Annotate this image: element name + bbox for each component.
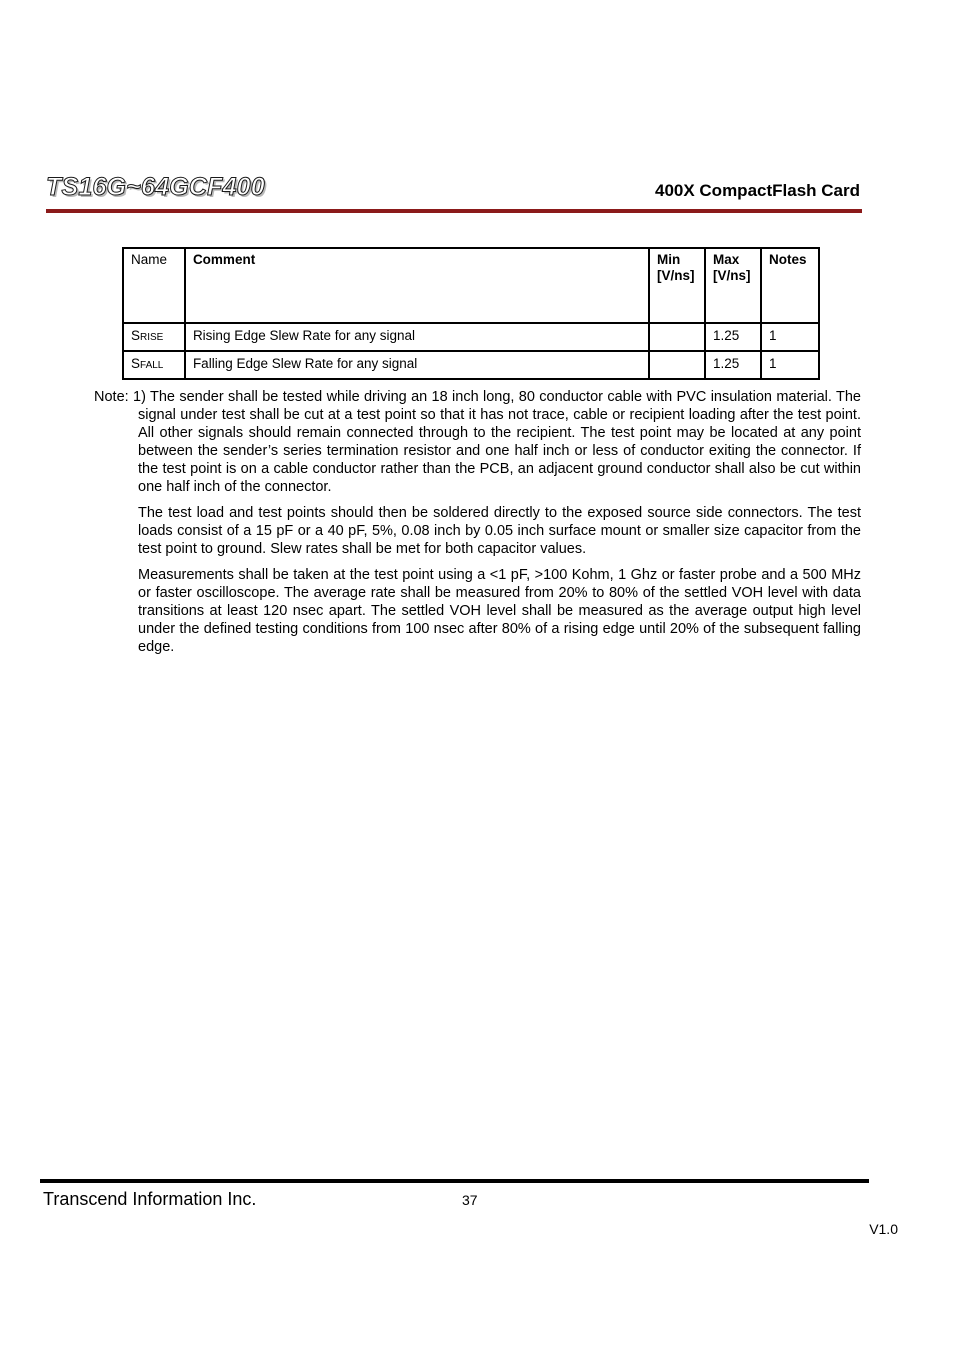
document-subtitle: 400X CompactFlash Card: [654, 181, 860, 200]
row-name-main: S: [131, 356, 141, 371]
row-min-cell: [649, 323, 705, 351]
row-notes-cell: 1: [761, 323, 819, 351]
row-name-main: S: [131, 328, 141, 343]
row-name-sub: RISE: [140, 332, 164, 343]
slew-rate-table: [122, 247, 820, 380]
row-comment-cell: Rising Edge Slew Rate for any signal: [185, 323, 649, 351]
row-name-cell: [123, 323, 185, 351]
footer-divider: [40, 1179, 869, 1183]
row-name-cell: [123, 351, 185, 379]
column-header-max: Max [V/ns]: [705, 248, 761, 323]
column-header-min: Min [V/ns]: [649, 248, 705, 323]
note-paragraph-3: Measurements shall be taken at the test point using a <1 pF, >100 Kohm, 1 Ghz or faster probe and a 500 MHz or faster oscilloscope. The average rate shall be measured from 20% to 80% of the settled VOH level with data transitions at least 120 nsec apart. The settled VOH level shall be measured as the average output high level under the defined testing conditions from 100 nsec after 80% of a rising edge until 20% of the subsequent falling edge.: [138, 567, 861, 655]
page-number: 37: [462, 1192, 478, 1208]
row-notes-cell: 1: [761, 351, 819, 379]
row-max-cell: 1.25: [705, 351, 761, 379]
document-title: TS16G~64GCF400: [46, 173, 265, 201]
note-paragraph-2: The test load and test points should then be soldered directly to the exposed source side connectors. The test loads consist of a 15 pF or a 40 pF, 5%, 0.08 inch by 0.05 inch surface mount or smaller size capacitor from the test point to ground. Slew rates shall be met for both capacitor values.: [138, 505, 861, 557]
column-header-comment: Comment: [185, 248, 649, 323]
footer-company: Transcend Information Inc.: [43, 1189, 257, 1209]
table-row: [123, 351, 819, 379]
row-min-cell: [649, 351, 705, 379]
notes-section: [94, 388, 861, 664]
header-divider: [46, 209, 862, 213]
note-paragraph-1: Note: 1) The sender shall be tested while driving an 18 inch long, 80 conductor cable with PVC insulation material. The signal under test shall be cut at a test point so that it has not trace, cable or recipient loading after the test point. All other signals should remain connected through to the recipient. The test point may be located at any point between the sender’s series termination resistor and one half inch or less of conductor exiting the connector. If the test point is on a cable conductor rather than the PCB, an adjacent ground conductor shall also be cut within one half inch of the connector.: [94, 389, 861, 495]
table-row: [123, 323, 819, 351]
row-max-cell: 1.25: [705, 323, 761, 351]
row-name-sub: FALL: [140, 360, 164, 371]
column-header-name: Name: [123, 248, 185, 323]
version-label: V1.0: [869, 1221, 898, 1237]
column-header-notes: Notes: [761, 248, 819, 323]
row-comment-cell: Falling Edge Slew Rate for any signal: [185, 351, 649, 379]
table-header-row: [123, 248, 819, 323]
